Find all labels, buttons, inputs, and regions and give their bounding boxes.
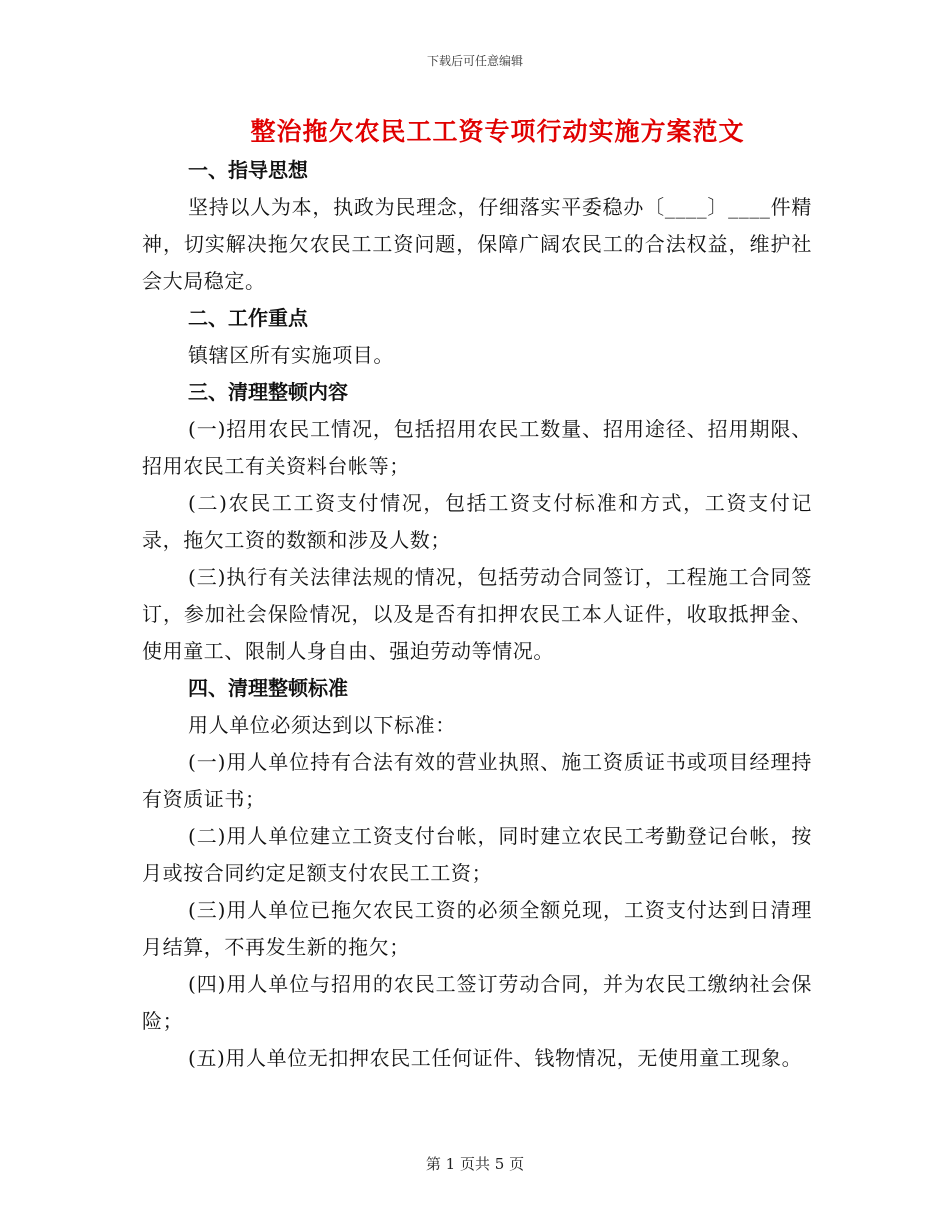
paragraph: 镇辖区所有实施项目。 [188, 343, 394, 367]
paragraph: 坚持以人为本，执政为民理念，仔细落实平委稳办〔____〕____件精神，切实解决拖欠农民工工资问题，保障广阔农民工的合法权益，维护社会大局稳定。 [142, 195, 812, 293]
paragraph: (四)用人单位与招用的农民工签订劳动合同，并为农民工缴纳社会保险； [142, 972, 812, 1033]
paragraph: (二)农民工工资支付情况，包括工资支付标准和方式，工资支付记录，拖欠工资的数额和涉及人数； [142, 491, 812, 552]
paragraph: (三)执行有关法律法规的情况，包括劳动合同签订，工程施工合同签订，参加社会保险情况，以及是否有扣押农民工本人证件，收取抵押金、使用童工、限制人身自由、强迫劳动等情况。 [142, 565, 812, 663]
header-note: 下载后可任意编辑 [426, 54, 523, 68]
paragraph: 用人单位必须达到以下标准： [188, 713, 456, 737]
document-title: 整治拖欠农民工工资专项行动实施方案范文 [250, 117, 745, 146]
section-heading-guiding-ideology: 一、指导思想 [188, 158, 308, 182]
paragraph: (五)用人单位无扣押农民工任何证件、钱物情况，无使用童工现象。 [188, 1046, 803, 1070]
paragraph: (三)用人单位已拖欠农民工资的必须全额兑现，工资支付达到日清理月结算，不再发生新的拖欠； [142, 898, 812, 959]
paragraph: (一)用人单位持有合法有效的营业执照、施工资质证书或项目经理持有资质证书； [142, 750, 812, 811]
document-body [142, 152, 812, 1077]
section-heading-work-focus: 二、工作重点 [188, 306, 308, 330]
page-number-footer: 第 1 页共 5 页 [425, 1155, 525, 1173]
paragraph: (一)招用农民工情况，包括招用农民工数量、招用途径、招用期限、招用农民工有关资料台帐等； [142, 417, 812, 478]
section-heading-rectification-content: 三、清理整顿内容 [188, 380, 348, 404]
section-heading-rectification-standards: 四、清理整顿标准 [188, 676, 348, 700]
paragraph: (二)用人单位建立工资支付台帐，同时建立农民工考勤登记台帐，按月或按合同约定足额支付农民工工资； [142, 824, 812, 885]
